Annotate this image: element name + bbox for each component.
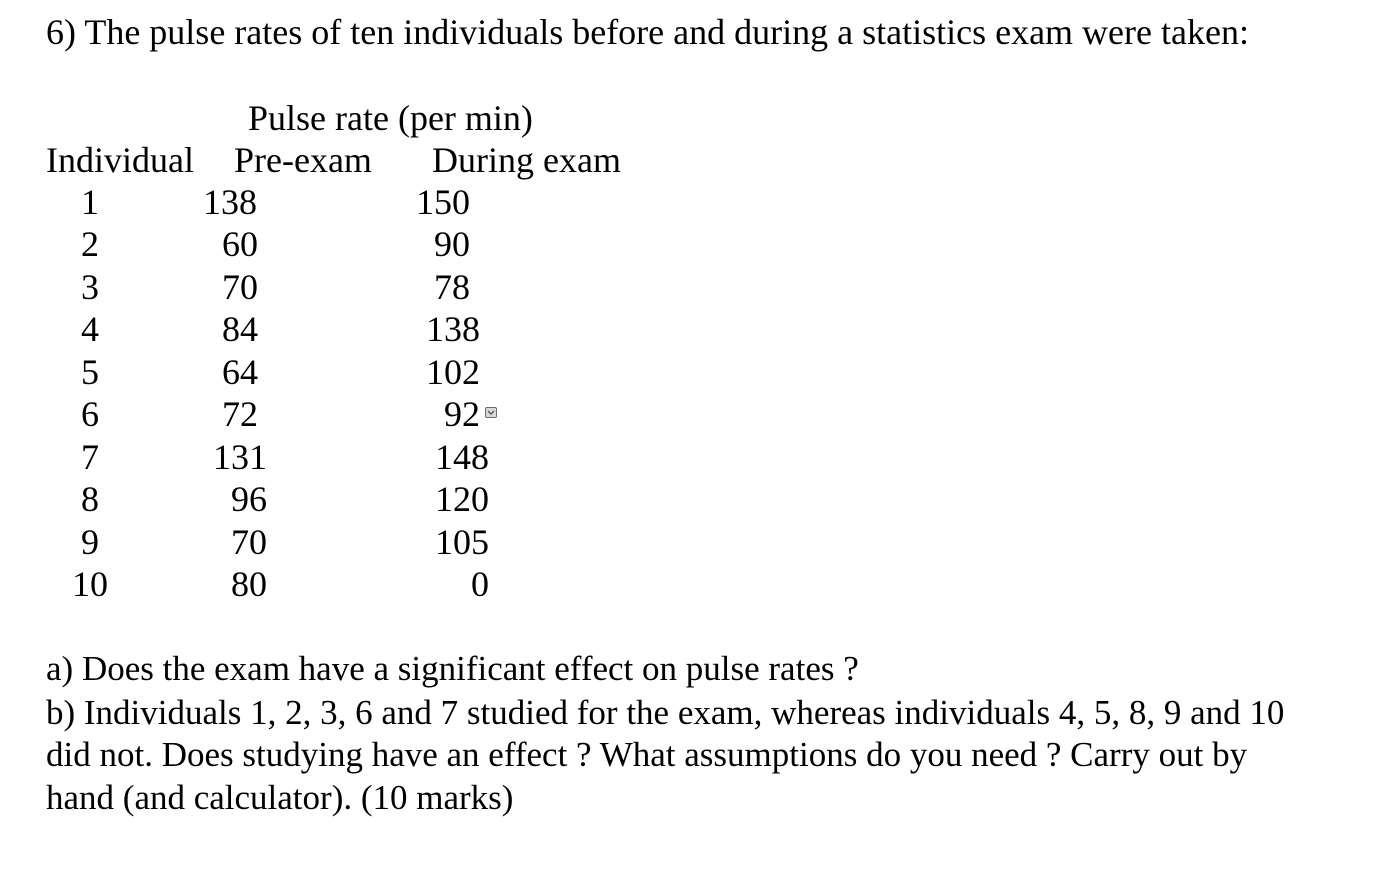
cell-during-exam: 105	[435, 522, 489, 562]
chevron-down-icon[interactable]	[485, 407, 497, 418]
cell-individual: 6	[81, 394, 99, 434]
cell-individual: 7	[81, 437, 99, 477]
cell-during-exam: 102	[426, 352, 480, 392]
question-part-a: a) Does the exam have a significant effect on pulse rates ?	[46, 649, 859, 688]
cell-pre-exam: 138	[203, 182, 257, 222]
cell-individual: 4	[81, 309, 99, 349]
cell-individual: 8	[81, 479, 99, 519]
cell-pre-exam: 131	[213, 437, 267, 477]
cell-pre-exam: 80	[231, 564, 267, 604]
cell-pre-exam: 72	[222, 394, 258, 434]
column-header-during-exam: During exam	[432, 140, 621, 180]
cell-individual: 3	[81, 267, 99, 307]
column-header-pre-exam: Pre-exam	[234, 140, 372, 180]
cell-during-exam: 78	[434, 267, 470, 307]
cell-pre-exam: 70	[231, 522, 267, 562]
cell-during-exam: 92	[444, 394, 480, 434]
cell-pre-exam: 64	[222, 352, 258, 392]
question-part-b-line-1: b) Individuals 1, 2, 3, 6 and 7 studied for the exam, whereas individuals 4, 5, 8, 9 and 10	[46, 693, 1285, 732]
column-header-individual: Individual	[46, 140, 194, 180]
cell-individual: 1	[81, 182, 99, 222]
cell-individual: 2	[81, 224, 99, 264]
cell-during-exam: 90	[434, 224, 470, 264]
question-part-b-line-3: hand (and calculator). (10 marks)	[46, 778, 514, 817]
cell-individual: 5	[81, 352, 99, 392]
cell-during-exam: 150	[416, 182, 470, 222]
cell-during-exam: 138	[426, 309, 480, 349]
cell-pre-exam: 70	[222, 267, 258, 307]
cell-pre-exam: 60	[222, 224, 258, 264]
cell-during-exam: 0	[471, 564, 489, 604]
question-title: 6) The pulse rates of ten individuals before and during a statistics exam were taken:	[46, 12, 1249, 52]
cell-during-exam: 148	[435, 437, 489, 477]
table-group-header: Pulse rate (per min)	[248, 98, 533, 138]
question-part-b-line-2: did not. Does studying have an effect ? What assumptions do you need ? Carry out by	[46, 735, 1248, 774]
cell-pre-exam: 96	[231, 479, 267, 519]
cell-individual: 9	[81, 522, 99, 562]
cell-individual: 10	[72, 564, 108, 604]
cell-during-exam: 120	[435, 479, 489, 519]
cell-pre-exam: 84	[222, 309, 258, 349]
